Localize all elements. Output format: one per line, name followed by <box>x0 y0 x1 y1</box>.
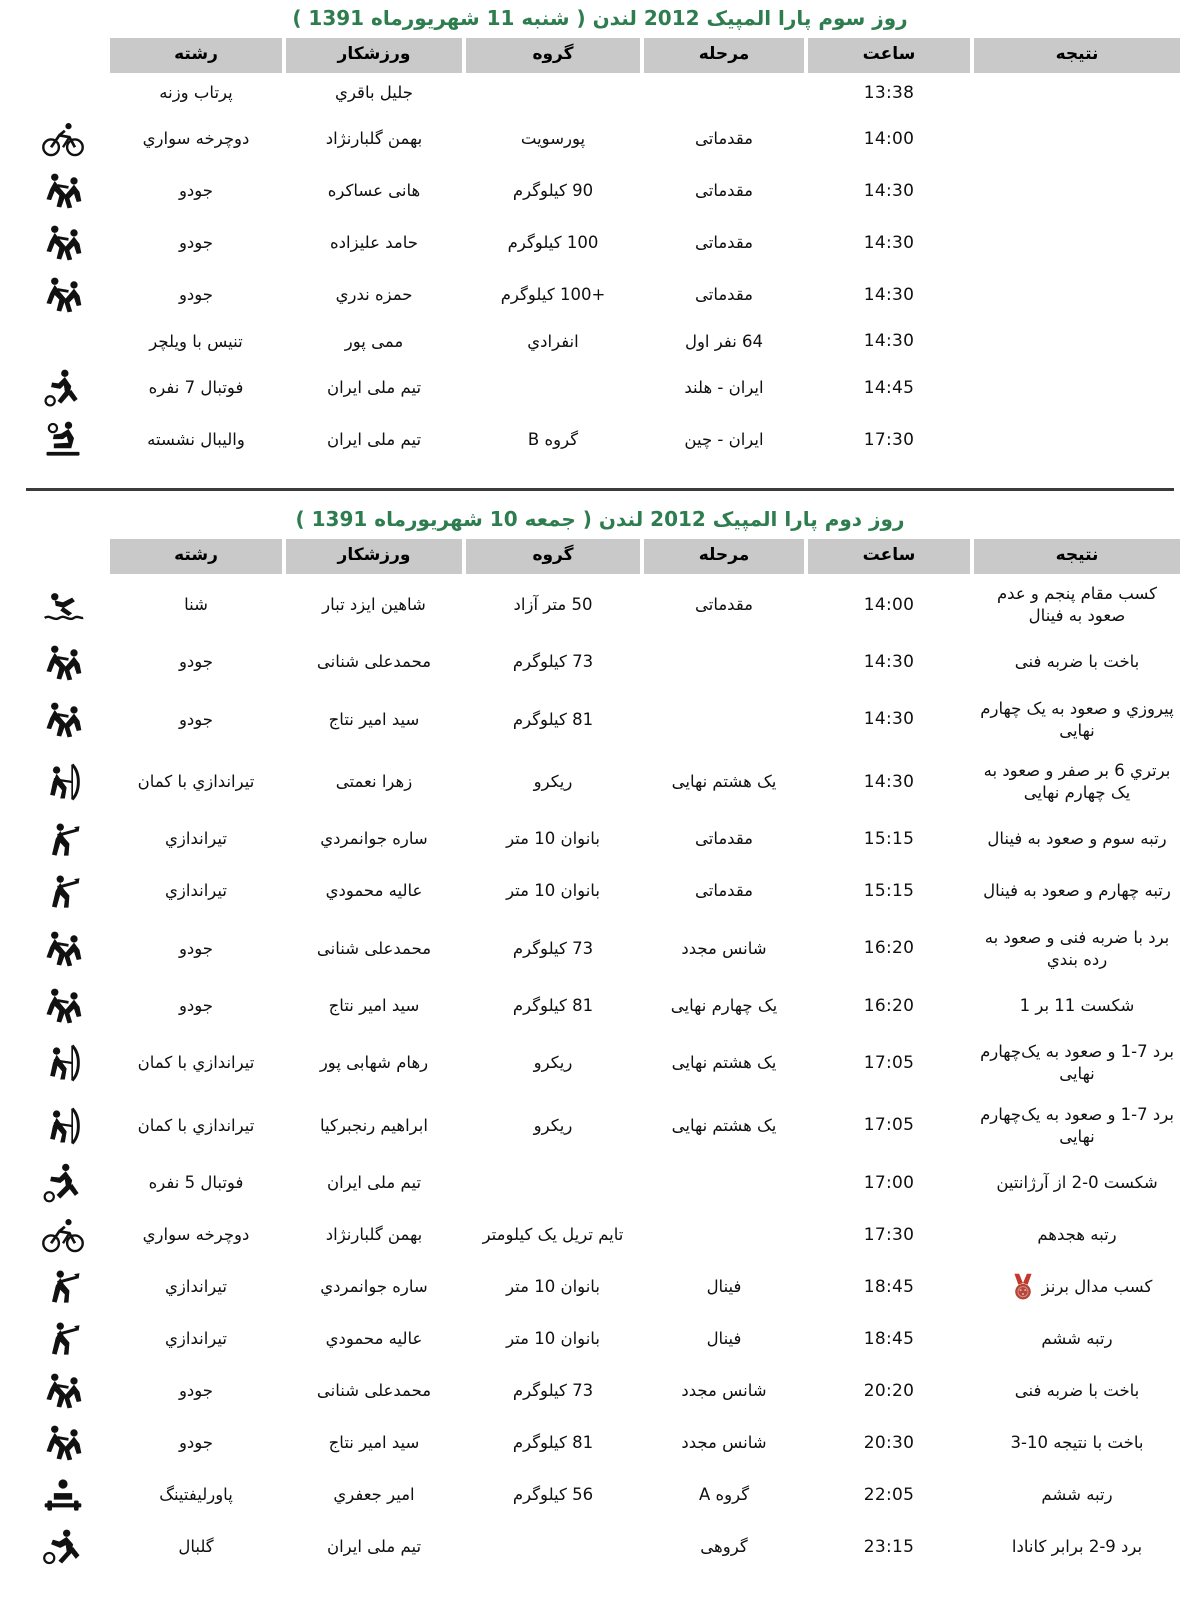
cell-sport: دوچرخه سواري <box>110 113 282 165</box>
cell-result: برد با ضربه فنی و صعود به رده بندي <box>974 918 1180 981</box>
table-row <box>20 1365 1180 1417</box>
cell-time: 17:30 <box>808 1209 970 1261</box>
cell-sport: تیراندازي با کمان <box>110 1095 282 1158</box>
table-row <box>20 689 1180 752</box>
cell-sport-pictogram <box>20 362 106 414</box>
cell-sport: تیراندازي <box>110 1261 282 1313</box>
section-title-day3: روز سوم پارا المپیک 2012 لندن ( شنبه 11 شهریورماه 1391 ) <box>292 6 908 30</box>
cell-result: کسب مقام پنجم و عدم صعود به فینال <box>974 574 1180 637</box>
cell-sport-pictogram <box>20 1521 106 1573</box>
table-row <box>20 980 1180 1032</box>
table-row <box>20 362 1180 414</box>
cell-time: 18:45 <box>808 1261 970 1313</box>
cell-athlete: عالیه محمودي <box>286 1313 462 1365</box>
column-header-icon <box>20 38 106 73</box>
cell-group: 81 کیلوگرم <box>466 1417 640 1469</box>
cell-stage: گروهی <box>644 1521 804 1573</box>
powerlifting-icon <box>41 1473 85 1517</box>
judo-icon <box>41 1421 85 1465</box>
cell-sport: فوتبال 5 نفره <box>110 1157 282 1209</box>
cell-athlete: محمدعلی شنانی <box>286 637 462 689</box>
cell-stage: مقدماتی <box>644 217 804 269</box>
cell-sport-pictogram <box>20 1095 106 1158</box>
cell-stage: فینال <box>644 1313 804 1365</box>
cell-stage: مقدماتی <box>644 113 804 165</box>
cell-sport: شنا <box>110 574 282 637</box>
cell-time: 14:30 <box>808 751 970 814</box>
cell-time: 18:45 <box>808 1313 970 1365</box>
cell-group: 73 کیلوگرم <box>466 918 640 981</box>
shooting-icon <box>41 1265 85 1309</box>
cell-stage: یک هشتم نهایی <box>644 1095 804 1158</box>
cell-sport-pictogram <box>20 269 106 321</box>
cell-stage: مقدماتی <box>644 574 804 637</box>
cell-time: 17:05 <box>808 1095 970 1158</box>
cell-athlete: جلیل باقري <box>286 73 462 114</box>
cell-stage: ایران - چین <box>644 414 804 466</box>
section-title-day2: روز دوم پارا المپیک 2012 لندن ( جمعه 10 شهریورماه 1391 ) <box>295 507 905 532</box>
column-header-result: نتیجه <box>974 539 1180 574</box>
cell-stage: 64 نفر اول <box>644 321 804 362</box>
cell-result: رتبه هجدهم <box>974 1209 1180 1261</box>
cell-stage: یک چهارم نهایی <box>644 980 804 1032</box>
cell-athlete: زهرا نعمتی <box>286 751 462 814</box>
cell-result: رتبه چهارم و صعود به فینال <box>974 866 1180 918</box>
table-body-day2 <box>20 574 1180 1573</box>
table-row <box>20 1313 1180 1365</box>
cell-sport: تیراندازي با کمان <box>110 1032 282 1095</box>
cell-stage: مقدماتی <box>644 269 804 321</box>
cell-group: بانوان 10 متر <box>466 814 640 866</box>
table-row <box>20 918 1180 981</box>
cell-result: شکست 11 بر 1 <box>974 980 1180 1032</box>
judo-icon <box>41 221 85 265</box>
column-header-stage: مرحله <box>644 539 804 574</box>
table-row <box>20 1157 1180 1209</box>
shooting-icon <box>41 818 85 862</box>
cell-sport: جودو <box>110 918 282 981</box>
cell-group <box>466 362 640 414</box>
cell-sport: جودو <box>110 1365 282 1417</box>
cell-sport: تیراندازي <box>110 866 282 918</box>
football5-icon <box>41 1161 85 1205</box>
cell-group: 73 کیلوگرم <box>466 1365 640 1417</box>
judo-icon <box>41 984 85 1028</box>
cell-stage: شانس مجدد <box>644 1417 804 1469</box>
cell-stage <box>644 73 804 114</box>
cell-athlete: محمدعلی شنانی <box>286 1365 462 1417</box>
cell-group <box>466 1521 640 1573</box>
cell-result: پیروزي و صعود به یک چهارم نهایی <box>974 689 1180 752</box>
cell-result <box>974 217 1180 269</box>
table-row <box>20 269 1180 321</box>
cell-sport-pictogram <box>20 1261 106 1313</box>
cell-sport-pictogram <box>20 751 106 814</box>
cell-sport: پرتاب وزنه <box>110 73 282 114</box>
cell-result <box>974 321 1180 362</box>
table-row <box>20 1469 1180 1521</box>
table-row <box>20 1209 1180 1261</box>
cell-athlete: سید امیر نتاج <box>286 980 462 1032</box>
cell-time: 14:30 <box>808 269 970 321</box>
column-header-time: ساعت <box>808 539 970 574</box>
cell-time: 14:30 <box>808 689 970 752</box>
cell-group: بانوان 10 متر <box>466 866 640 918</box>
cell-sport: فوتبال 7 نفره <box>110 362 282 414</box>
football7-icon <box>41 366 85 410</box>
cell-time: 17:00 <box>808 1157 970 1209</box>
table-row <box>20 1032 1180 1095</box>
column-header-group: گروه <box>466 539 640 574</box>
column-header-athlete: ورزشکار <box>286 539 462 574</box>
cell-group: 81 کیلوگرم <box>466 980 640 1032</box>
cell-time: 14:30 <box>808 321 970 362</box>
cell-group: پورسویت <box>466 113 640 165</box>
cell-athlete: بهمن گلبارنژاد <box>286 113 462 165</box>
cell-sport-pictogram <box>20 113 106 165</box>
cell-time: 17:05 <box>808 1032 970 1095</box>
judo-icon <box>41 641 85 685</box>
cell-result: برد 7-1 و صعود به یک‌چهارم نهایی <box>974 1032 1180 1095</box>
archery-icon <box>41 1041 85 1085</box>
cell-athlete: ابراهیم رنجبرکیا <box>286 1095 462 1158</box>
judo-icon <box>41 169 85 213</box>
column-header-stage: مرحله <box>644 38 804 73</box>
cell-time: 20:30 <box>808 1417 970 1469</box>
column-header-athlete: ورزشکار <box>286 38 462 73</box>
cell-sport: تیراندازي <box>110 1313 282 1365</box>
cell-sport: جودو <box>110 689 282 752</box>
cell-result: برد 7-1 و صعود به یک‌چهارم نهایی <box>974 1095 1180 1158</box>
cell-sport: جودو <box>110 217 282 269</box>
cell-athlete: عالیه محمودي <box>286 866 462 918</box>
table-row <box>20 113 1180 165</box>
cell-result: رتبه سوم و صعود به فینال <box>974 814 1180 866</box>
table-row <box>20 574 1180 637</box>
cell-sport-pictogram <box>20 814 106 866</box>
cell-stage: مقدماتی <box>644 866 804 918</box>
cell-athlete: سید امیر نتاج <box>286 689 462 752</box>
shooting-icon <box>41 870 85 914</box>
cell-athlete: هانی عساکره <box>286 165 462 217</box>
archery-icon <box>41 760 85 804</box>
schedule-table-day2 <box>16 539 1184 1573</box>
cell-time: 22:05 <box>808 1469 970 1521</box>
cell-time: 15:15 <box>808 814 970 866</box>
column-header-group: گروه <box>466 38 640 73</box>
column-header-icon <box>20 539 106 574</box>
cell-group: انفرادي <box>466 321 640 362</box>
cell-group: 50 متر آزاد <box>466 574 640 637</box>
swimming-icon <box>41 583 85 627</box>
cell-stage: ایران - هلند <box>644 362 804 414</box>
cycling-icon <box>41 1213 85 1257</box>
cell-sport: جودو <box>110 1417 282 1469</box>
cell-sport-pictogram <box>20 574 106 637</box>
cell-sport: تیراندازي <box>110 814 282 866</box>
cell-stage <box>644 1209 804 1261</box>
cell-athlete: ممی پور <box>286 321 462 362</box>
cell-sport-pictogram <box>20 165 106 217</box>
cell-group <box>466 73 640 114</box>
result-text: کسب مدال برنز <box>1041 1277 1153 1297</box>
cell-group: بانوان 10 متر <box>466 1261 640 1313</box>
cell-result <box>974 165 1180 217</box>
sitting-volleyball-icon <box>41 418 85 462</box>
cell-athlete: حمزه ندري <box>286 269 462 321</box>
cell-stage: مقدماتی <box>644 165 804 217</box>
column-header-sport: رشته <box>110 539 282 574</box>
cell-time: 14:30 <box>808 637 970 689</box>
cell-sport: جودو <box>110 269 282 321</box>
cell-result: باخت با ضربه فنی <box>974 1365 1180 1417</box>
goalball-icon <box>41 1525 85 1569</box>
cell-group: 81 کیلوگرم <box>466 689 640 752</box>
cell-time: 15:15 <box>808 866 970 918</box>
cell-athlete: رهام شهابی پور <box>286 1032 462 1095</box>
cell-result: رتبه ششم <box>974 1313 1180 1365</box>
table-header-row <box>20 38 1180 73</box>
cell-group: 56 کیلوگرم <box>466 1469 640 1521</box>
cell-stage: شانس مجدد <box>644 918 804 981</box>
cell-sport-pictogram <box>20 1469 106 1521</box>
judo-icon <box>41 698 85 742</box>
cell-result <box>974 269 1180 321</box>
cell-athlete: محمدعلی شنانی <box>286 918 462 981</box>
cell-athlete: شاهین ایزد تبار <box>286 574 462 637</box>
cell-athlete: تیم ملی ایران <box>286 1157 462 1209</box>
cell-time: 20:20 <box>808 1365 970 1417</box>
table-row <box>20 217 1180 269</box>
table-row <box>20 165 1180 217</box>
table-row <box>20 814 1180 866</box>
table-row <box>20 414 1180 466</box>
cell-sport: والیبال نشسته <box>110 414 282 466</box>
cell-sport-pictogram <box>20 321 106 362</box>
cell-sport: جودو <box>110 637 282 689</box>
table-row <box>20 1417 1180 1469</box>
cell-sport-pictogram <box>20 73 106 114</box>
cell-group: 73 کیلوگرم <box>466 637 640 689</box>
cell-sport: پاورلیفتینگ <box>110 1469 282 1521</box>
table-row <box>20 1095 1180 1158</box>
cell-sport-pictogram <box>20 1313 106 1365</box>
cell-result <box>974 73 1180 114</box>
cell-result: باخت با نتیجه 10-3 <box>974 1417 1180 1469</box>
cell-athlete: ساره جوانمردي <box>286 1261 462 1313</box>
cell-group: ریکرو <box>466 1095 640 1158</box>
cell-sport-pictogram <box>20 866 106 918</box>
cell-stage: فینال <box>644 1261 804 1313</box>
cell-sport-pictogram <box>20 1365 106 1417</box>
cell-result: برتري 6 بر صفر و صعود به یک چهارم نهایی <box>974 751 1180 814</box>
cell-sport-pictogram <box>20 918 106 981</box>
cell-group: گروه B <box>466 414 640 466</box>
cell-sport-pictogram <box>20 1417 106 1469</box>
cell-athlete: تیم ملی ایران <box>286 1521 462 1573</box>
table-row <box>20 866 1180 918</box>
cell-result <box>974 362 1180 414</box>
cell-sport: تیراندازي با کمان <box>110 751 282 814</box>
cell-time: 14:30 <box>808 217 970 269</box>
cell-sport-pictogram <box>20 637 106 689</box>
cell-group: 100 کیلوگرم <box>466 217 640 269</box>
cell-time: 14:00 <box>808 113 970 165</box>
cell-time: 17:30 <box>808 414 970 466</box>
column-header-sport: رشته <box>110 38 282 73</box>
cell-stage: شانس مجدد <box>644 1365 804 1417</box>
cell-time: 14:30 <box>808 165 970 217</box>
cell-athlete: حامد علیزاده <box>286 217 462 269</box>
column-header-result: نتیجه <box>974 38 1180 73</box>
cell-time: 14:00 <box>808 574 970 637</box>
cell-result: باخت با ضربه فنی <box>974 637 1180 689</box>
cell-sport-pictogram <box>20 414 106 466</box>
cell-sport-pictogram <box>20 1209 106 1261</box>
column-header-time: ساعت <box>808 38 970 73</box>
table-row <box>20 1521 1180 1573</box>
cell-result: شکست 0-2 از آرژانتین <box>974 1157 1180 1209</box>
cell-sport-pictogram <box>20 1157 106 1209</box>
cell-stage: مقدماتی <box>644 814 804 866</box>
cell-sport: جودو <box>110 980 282 1032</box>
cell-sport: جودو <box>110 165 282 217</box>
cell-sport-pictogram <box>20 1032 106 1095</box>
judo-icon <box>41 927 85 971</box>
archery-icon <box>41 1104 85 1148</box>
cell-sport-pictogram <box>20 689 106 752</box>
cell-result <box>974 414 1180 466</box>
cycling-icon <box>41 117 85 161</box>
cell-result <box>974 113 1180 165</box>
cell-time: 23:15 <box>808 1521 970 1573</box>
cell-group: 90 کیلوگرم <box>466 165 640 217</box>
cell-time: 16:20 <box>808 918 970 981</box>
table-header-row <box>20 539 1180 574</box>
cell-stage: گروه A <box>644 1469 804 1521</box>
cell-sport: تنیس با ویلچر <box>110 321 282 362</box>
cell-result: برد 9-2 برابر کانادا <box>974 1521 1180 1573</box>
cell-group: بانوان 10 متر <box>466 1313 640 1365</box>
cell-sport: دوچرخه سواري <box>110 1209 282 1261</box>
table-row <box>20 637 1180 689</box>
cell-stage <box>644 1157 804 1209</box>
table-body-day3 <box>20 73 1180 467</box>
cell-stage <box>644 689 804 752</box>
cell-group: ریکرو <box>466 1032 640 1095</box>
cell-athlete: ساره جوانمردي <box>286 814 462 866</box>
judo-icon <box>41 1369 85 1413</box>
cell-group: +100 کیلوگرم <box>466 269 640 321</box>
cell-athlete: تیم ملی ایران <box>286 362 462 414</box>
cell-group <box>466 1157 640 1209</box>
cell-sport-pictogram <box>20 980 106 1032</box>
table-row <box>20 751 1180 814</box>
bronze-medal-icon <box>1010 1273 1036 1301</box>
cell-stage: یک هشتم نهایی <box>644 751 804 814</box>
cell-time: 16:20 <box>808 980 970 1032</box>
cell-time: 13:38 <box>808 73 970 114</box>
cell-stage <box>644 637 804 689</box>
shooting-icon <box>41 1317 85 1361</box>
cell-athlete: سید امیر نتاج <box>286 1417 462 1469</box>
cell-stage: یک هشتم نهایی <box>644 1032 804 1095</box>
cell-group: تایم تریل یک کیلومتر <box>466 1209 640 1261</box>
cell-time: 14:45 <box>808 362 970 414</box>
cell-sport: گلبال <box>110 1521 282 1573</box>
cell-athlete: بهمن گلبارنژاد <box>286 1209 462 1261</box>
cell-athlete: امیر جعفري <box>286 1469 462 1521</box>
cell-group: ریکرو <box>466 751 640 814</box>
table-row <box>20 1261 1180 1313</box>
cell-athlete: تیم ملی ایران <box>286 414 462 466</box>
table-row <box>20 73 1180 114</box>
cell-result <box>974 1261 1180 1313</box>
table-row <box>20 321 1180 362</box>
judo-icon <box>41 273 85 317</box>
cell-sport-pictogram <box>20 217 106 269</box>
cell-result: رتبه ششم <box>974 1469 1180 1521</box>
schedule-table-day3 <box>16 38 1184 466</box>
